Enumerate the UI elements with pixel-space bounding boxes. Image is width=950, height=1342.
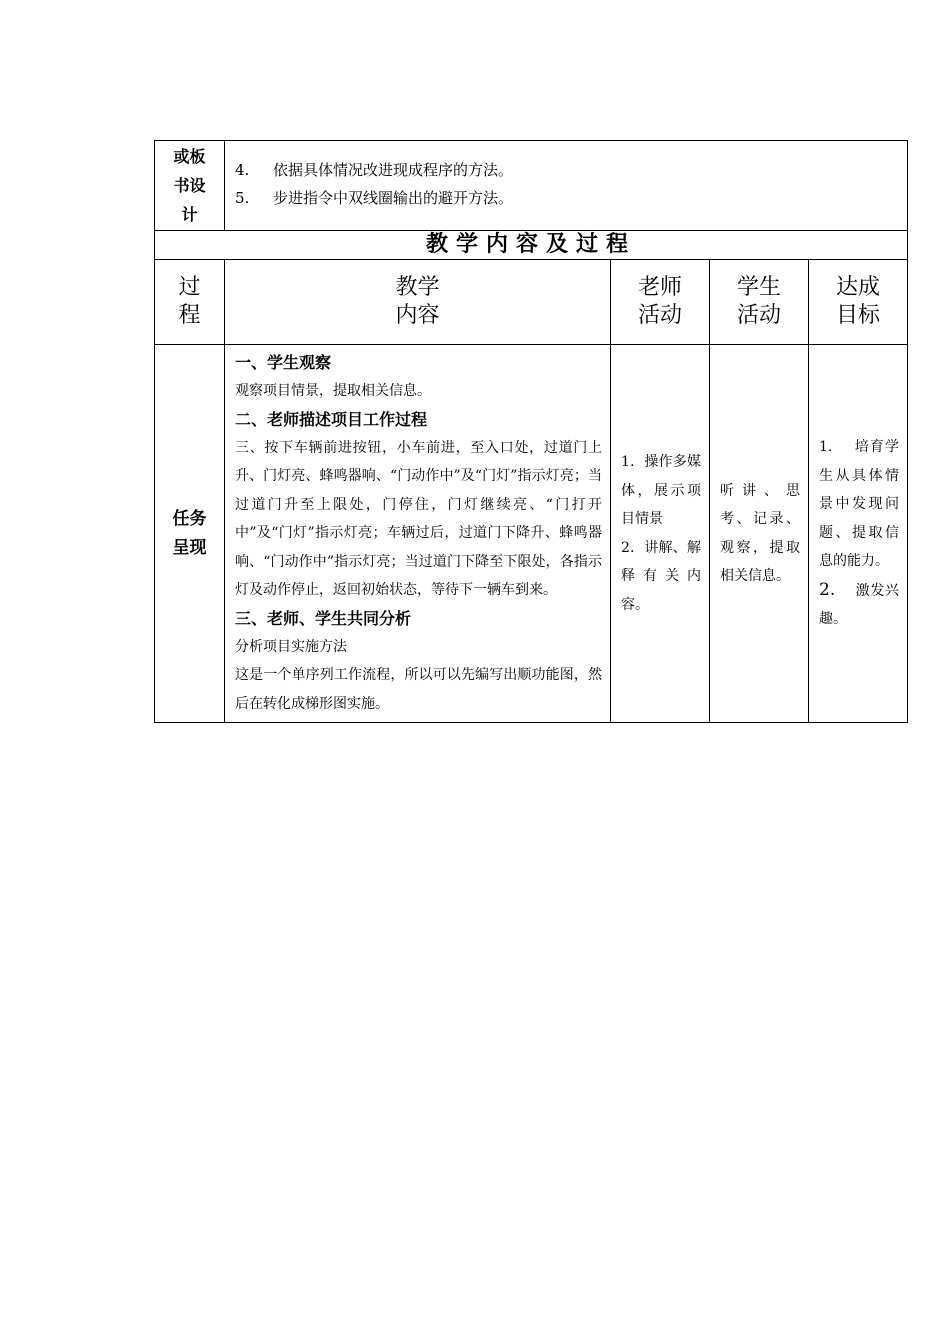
header-row	[155, 260, 908, 345]
goal-cell	[809, 345, 908, 723]
content-paragraph: 观察项目情景，提取相关信息。	[235, 383, 431, 399]
header-content: 教学 内容	[225, 260, 611, 345]
section-title: 教学内容及过程	[155, 231, 908, 260]
task-row	[155, 345, 908, 723]
header-student-activity: 学生 活动	[710, 260, 809, 345]
content-heading: 二、老师描述项目工作过程	[235, 409, 428, 429]
goal-item: 1. 培育学生从具体情景中发现问题、提取信息的能力。	[819, 439, 900, 570]
content-heading: 三、老师、学生共同分析	[235, 608, 412, 628]
content-heading: 一、学生观察	[235, 353, 332, 372]
board-item: 4. 依据具体情况改进现成程序的方法。	[235, 161, 514, 179]
content-paragraph: 分析项目实施方法	[235, 638, 347, 655]
board-design-items	[225, 141, 908, 231]
teacher-activity: 1．操作多媒体，展示项目情景 2．讲解、解释有关内容。	[611, 345, 710, 723]
header-process: 过 程	[155, 260, 225, 345]
goal-item: 2. 激发兴趣。	[819, 579, 900, 628]
task-label: 任务 呈现	[155, 345, 225, 723]
content-paragraph: 三、按下车辆前进按钮，小车前进，至入口处，过道门上升、门灯亮、蜂鸣器响、“门动作中”及“门灯”指示灯亮；当过道门升至上限处，门停住，门灯继续亮、“门打开中”及“门灯”指示灯亮；车辆过后，过道门下降升、蜂鸣器响、“门动作中”指示灯亮；当过道门下降至下限处，各指示灯及动作停止，返回初始状态，等待下一辆车到来。	[235, 439, 602, 598]
board-item: 5. 步进指令中双线圈输出的避开方法。	[235, 189, 514, 207]
section-title-row	[155, 231, 908, 260]
student-activity: 听讲、思考、记录、观察，提取相关信息。	[710, 345, 809, 723]
header-goal: 达成 目标	[809, 260, 908, 345]
header-teacher-activity: 老师 活动	[611, 260, 710, 345]
board-design-label: 或板 书设 计	[155, 141, 225, 231]
board-design-row	[155, 141, 908, 231]
content-paragraph: 这是一个单序列工作流程，所以可以先编写出顺功能图，然后在转化成梯形图实施。	[235, 667, 602, 712]
task-content	[225, 345, 611, 723]
lesson-plan-sheet	[154, 140, 907, 723]
lesson-plan-table	[154, 140, 908, 723]
